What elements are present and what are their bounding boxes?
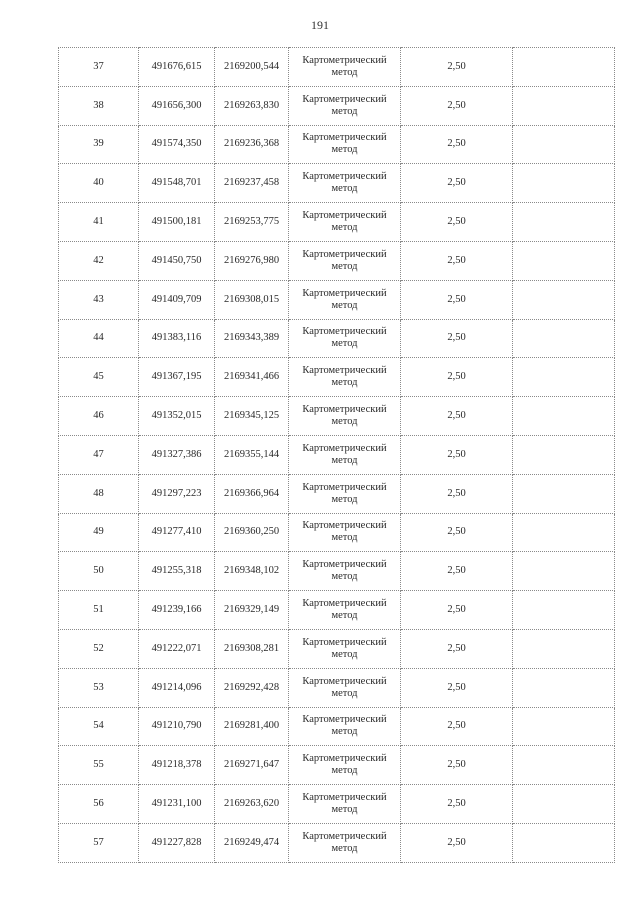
method-cell <box>289 513 401 552</box>
y-coordinate-cell: 2169366,964 <box>215 474 289 513</box>
table-row <box>59 125 615 164</box>
point-number-cell: 44 <box>59 319 139 358</box>
point-number-cell: 41 <box>59 203 139 242</box>
method-line-1: Картометрический <box>302 171 387 183</box>
accuracy-cell: 2,50 <box>401 125 513 164</box>
method-line-1: Картометрический <box>302 598 387 610</box>
x-coordinate-cell: 491214,096 <box>139 668 215 707</box>
method-cell <box>289 552 401 591</box>
x-coordinate-cell: 491676,615 <box>139 48 215 87</box>
x-coordinate-cell: 491548,701 <box>139 164 215 203</box>
point-number-cell: 50 <box>59 552 139 591</box>
y-coordinate-cell: 2169249,474 <box>215 823 289 862</box>
method-line-2: метод <box>331 493 358 505</box>
method-line-1: Картометрический <box>302 365 387 377</box>
note-cell <box>513 513 615 552</box>
x-coordinate-cell: 491450,750 <box>139 241 215 280</box>
accuracy-cell: 2,50 <box>401 203 513 242</box>
method-line-1: Картометрический <box>302 714 387 726</box>
y-coordinate-cell: 2169343,389 <box>215 319 289 358</box>
method-line-1: Картометрический <box>302 636 387 648</box>
point-number-cell: 39 <box>59 125 139 164</box>
note-cell <box>513 785 615 824</box>
point-number-cell: 42 <box>59 241 139 280</box>
table-row <box>59 823 615 862</box>
method-line-2: метод <box>331 687 358 699</box>
y-coordinate-cell: 2169276,980 <box>215 241 289 280</box>
method-cell <box>289 785 401 824</box>
point-number-cell: 57 <box>59 823 139 862</box>
accuracy-cell: 2,50 <box>401 668 513 707</box>
note-cell <box>513 241 615 280</box>
method-line-1: Картометрический <box>302 54 387 66</box>
method-cell <box>289 125 401 164</box>
table-row <box>59 86 615 125</box>
coordinates-table <box>58 47 615 863</box>
method-line-1: Картометрический <box>302 442 387 454</box>
point-number-cell: 48 <box>59 474 139 513</box>
point-number-cell: 47 <box>59 435 139 474</box>
y-coordinate-cell: 2169263,620 <box>215 785 289 824</box>
y-coordinate-cell: 2169253,775 <box>215 203 289 242</box>
method-cell <box>289 48 401 87</box>
method-cell <box>289 823 401 862</box>
note-cell <box>513 358 615 397</box>
x-coordinate-cell: 491367,195 <box>139 358 215 397</box>
method-line-2: метод <box>331 765 358 777</box>
method-cell <box>289 358 401 397</box>
method-cell <box>289 629 401 668</box>
point-number-cell: 45 <box>59 358 139 397</box>
x-coordinate-cell: 491231,100 <box>139 785 215 824</box>
accuracy-cell: 2,50 <box>401 164 513 203</box>
point-number-cell: 54 <box>59 707 139 746</box>
x-coordinate-cell: 491255,318 <box>139 552 215 591</box>
point-number-cell: 46 <box>59 397 139 436</box>
y-coordinate-cell: 2169308,015 <box>215 280 289 319</box>
coordinates-table-body <box>59 48 615 863</box>
method-line-2: метод <box>331 66 358 78</box>
table-row <box>59 241 615 280</box>
y-coordinate-cell: 2169329,149 <box>215 591 289 630</box>
accuracy-cell: 2,50 <box>401 591 513 630</box>
method-line-2: метод <box>331 610 358 622</box>
method-line-2: метод <box>331 454 358 466</box>
table-row <box>59 707 615 746</box>
method-line-1: Картометрический <box>302 559 387 571</box>
method-line-1: Картометрический <box>302 132 387 144</box>
note-cell <box>513 668 615 707</box>
method-line-1: Картометрический <box>302 481 387 493</box>
method-cell <box>289 164 401 203</box>
x-coordinate-cell: 491297,223 <box>139 474 215 513</box>
y-coordinate-cell: 2169263,830 <box>215 86 289 125</box>
y-coordinate-cell: 2169271,647 <box>215 746 289 785</box>
x-coordinate-cell: 491574,350 <box>139 125 215 164</box>
accuracy-cell: 2,50 <box>401 86 513 125</box>
method-line-2: метод <box>331 144 358 156</box>
table-row <box>59 164 615 203</box>
y-coordinate-cell: 2169237,458 <box>215 164 289 203</box>
accuracy-cell: 2,50 <box>401 358 513 397</box>
note-cell <box>513 552 615 591</box>
x-coordinate-cell: 491218,378 <box>139 746 215 785</box>
x-coordinate-cell: 491656,300 <box>139 86 215 125</box>
point-number-cell: 51 <box>59 591 139 630</box>
table-row <box>59 668 615 707</box>
x-coordinate-cell: 491277,410 <box>139 513 215 552</box>
method-line-2: метод <box>331 299 358 311</box>
note-cell <box>513 86 615 125</box>
method-line-2: метод <box>331 532 358 544</box>
accuracy-cell: 2,50 <box>401 435 513 474</box>
table-row <box>59 629 615 668</box>
method-line-1: Картометрический <box>302 210 387 222</box>
y-coordinate-cell: 2169355,144 <box>215 435 289 474</box>
point-number-cell: 52 <box>59 629 139 668</box>
point-number-cell: 37 <box>59 48 139 87</box>
note-cell <box>513 746 615 785</box>
method-line-2: метод <box>331 183 358 195</box>
point-number-cell: 56 <box>59 785 139 824</box>
method-cell <box>289 668 401 707</box>
table-row <box>59 513 615 552</box>
y-coordinate-cell: 2169308,281 <box>215 629 289 668</box>
note-cell <box>513 280 615 319</box>
note-cell <box>513 474 615 513</box>
method-line-1: Картометрический <box>302 830 387 842</box>
method-cell <box>289 474 401 513</box>
note-cell <box>513 397 615 436</box>
x-coordinate-cell: 491222,071 <box>139 629 215 668</box>
point-number-cell: 40 <box>59 164 139 203</box>
method-cell <box>289 707 401 746</box>
method-cell <box>289 319 401 358</box>
method-line-1: Картометрический <box>302 675 387 687</box>
x-coordinate-cell: 491210,790 <box>139 707 215 746</box>
point-number-cell: 53 <box>59 668 139 707</box>
point-number-cell: 55 <box>59 746 139 785</box>
table-row <box>59 397 615 436</box>
point-number-cell: 49 <box>59 513 139 552</box>
method-line-1: Картометрический <box>302 753 387 765</box>
table-row <box>59 319 615 358</box>
y-coordinate-cell: 2169281,400 <box>215 707 289 746</box>
method-line-1: Картометрический <box>302 326 387 338</box>
method-line-1: Картометрический <box>302 404 387 416</box>
note-cell <box>513 629 615 668</box>
method-line-2: метод <box>331 338 358 350</box>
table-row <box>59 358 615 397</box>
method-line-1: Картометрический <box>302 93 387 105</box>
table-row <box>59 474 615 513</box>
x-coordinate-cell: 491227,828 <box>139 823 215 862</box>
table-row <box>59 785 615 824</box>
method-line-2: метод <box>331 726 358 738</box>
y-coordinate-cell: 2169236,368 <box>215 125 289 164</box>
method-line-2: метод <box>331 222 358 234</box>
note-cell <box>513 823 615 862</box>
note-cell <box>513 319 615 358</box>
accuracy-cell: 2,50 <box>401 319 513 358</box>
accuracy-cell: 2,50 <box>401 474 513 513</box>
point-number-cell: 38 <box>59 86 139 125</box>
table-row <box>59 591 615 630</box>
method-line-2: метод <box>331 804 358 816</box>
page-number: 191 <box>311 18 329 32</box>
method-cell <box>289 746 401 785</box>
table-row <box>59 435 615 474</box>
method-line-1: Картометрический <box>302 520 387 532</box>
accuracy-cell: 2,50 <box>401 241 513 280</box>
table-row <box>59 280 615 319</box>
y-coordinate-cell: 2169348,102 <box>215 552 289 591</box>
y-coordinate-cell: 2169292,428 <box>215 668 289 707</box>
table-row <box>59 552 615 591</box>
method-line-1: Картометрический <box>302 792 387 804</box>
accuracy-cell: 2,50 <box>401 280 513 319</box>
method-cell <box>289 591 401 630</box>
method-line-2: метод <box>331 260 358 272</box>
accuracy-cell: 2,50 <box>401 823 513 862</box>
note-cell <box>513 164 615 203</box>
accuracy-cell: 2,50 <box>401 48 513 87</box>
method-cell <box>289 86 401 125</box>
x-coordinate-cell: 491383,116 <box>139 319 215 358</box>
method-line-1: Картометрический <box>302 248 387 260</box>
note-cell <box>513 591 615 630</box>
note-cell <box>513 707 615 746</box>
method-line-2: метод <box>331 842 358 854</box>
note-cell <box>513 435 615 474</box>
method-line-2: метод <box>331 377 358 389</box>
x-coordinate-cell: 491352,015 <box>139 397 215 436</box>
point-number-cell: 43 <box>59 280 139 319</box>
note-cell <box>513 48 615 87</box>
accuracy-cell: 2,50 <box>401 552 513 591</box>
x-coordinate-cell: 491409,709 <box>139 280 215 319</box>
y-coordinate-cell: 2169345,125 <box>215 397 289 436</box>
accuracy-cell: 2,50 <box>401 397 513 436</box>
accuracy-cell: 2,50 <box>401 513 513 552</box>
method-cell <box>289 397 401 436</box>
method-cell <box>289 435 401 474</box>
x-coordinate-cell: 491327,386 <box>139 435 215 474</box>
note-cell <box>513 125 615 164</box>
accuracy-cell: 2,50 <box>401 629 513 668</box>
method-cell <box>289 203 401 242</box>
y-coordinate-cell: 2169341,466 <box>215 358 289 397</box>
note-cell <box>513 203 615 242</box>
method-line-2: метод <box>331 648 358 660</box>
y-coordinate-cell: 2169360,250 <box>215 513 289 552</box>
method-line-2: метод <box>331 416 358 428</box>
method-line-2: метод <box>331 571 358 583</box>
method-cell <box>289 241 401 280</box>
accuracy-cell: 2,50 <box>401 707 513 746</box>
method-cell <box>289 280 401 319</box>
y-coordinate-cell: 2169200,544 <box>215 48 289 87</box>
x-coordinate-cell: 491500,181 <box>139 203 215 242</box>
method-line-1: Картометрический <box>302 287 387 299</box>
accuracy-cell: 2,50 <box>401 746 513 785</box>
x-coordinate-cell: 491239,166 <box>139 591 215 630</box>
method-line-2: метод <box>331 105 358 117</box>
table-row <box>59 203 615 242</box>
accuracy-cell: 2,50 <box>401 785 513 824</box>
table-row <box>59 746 615 785</box>
table-row <box>59 48 615 87</box>
